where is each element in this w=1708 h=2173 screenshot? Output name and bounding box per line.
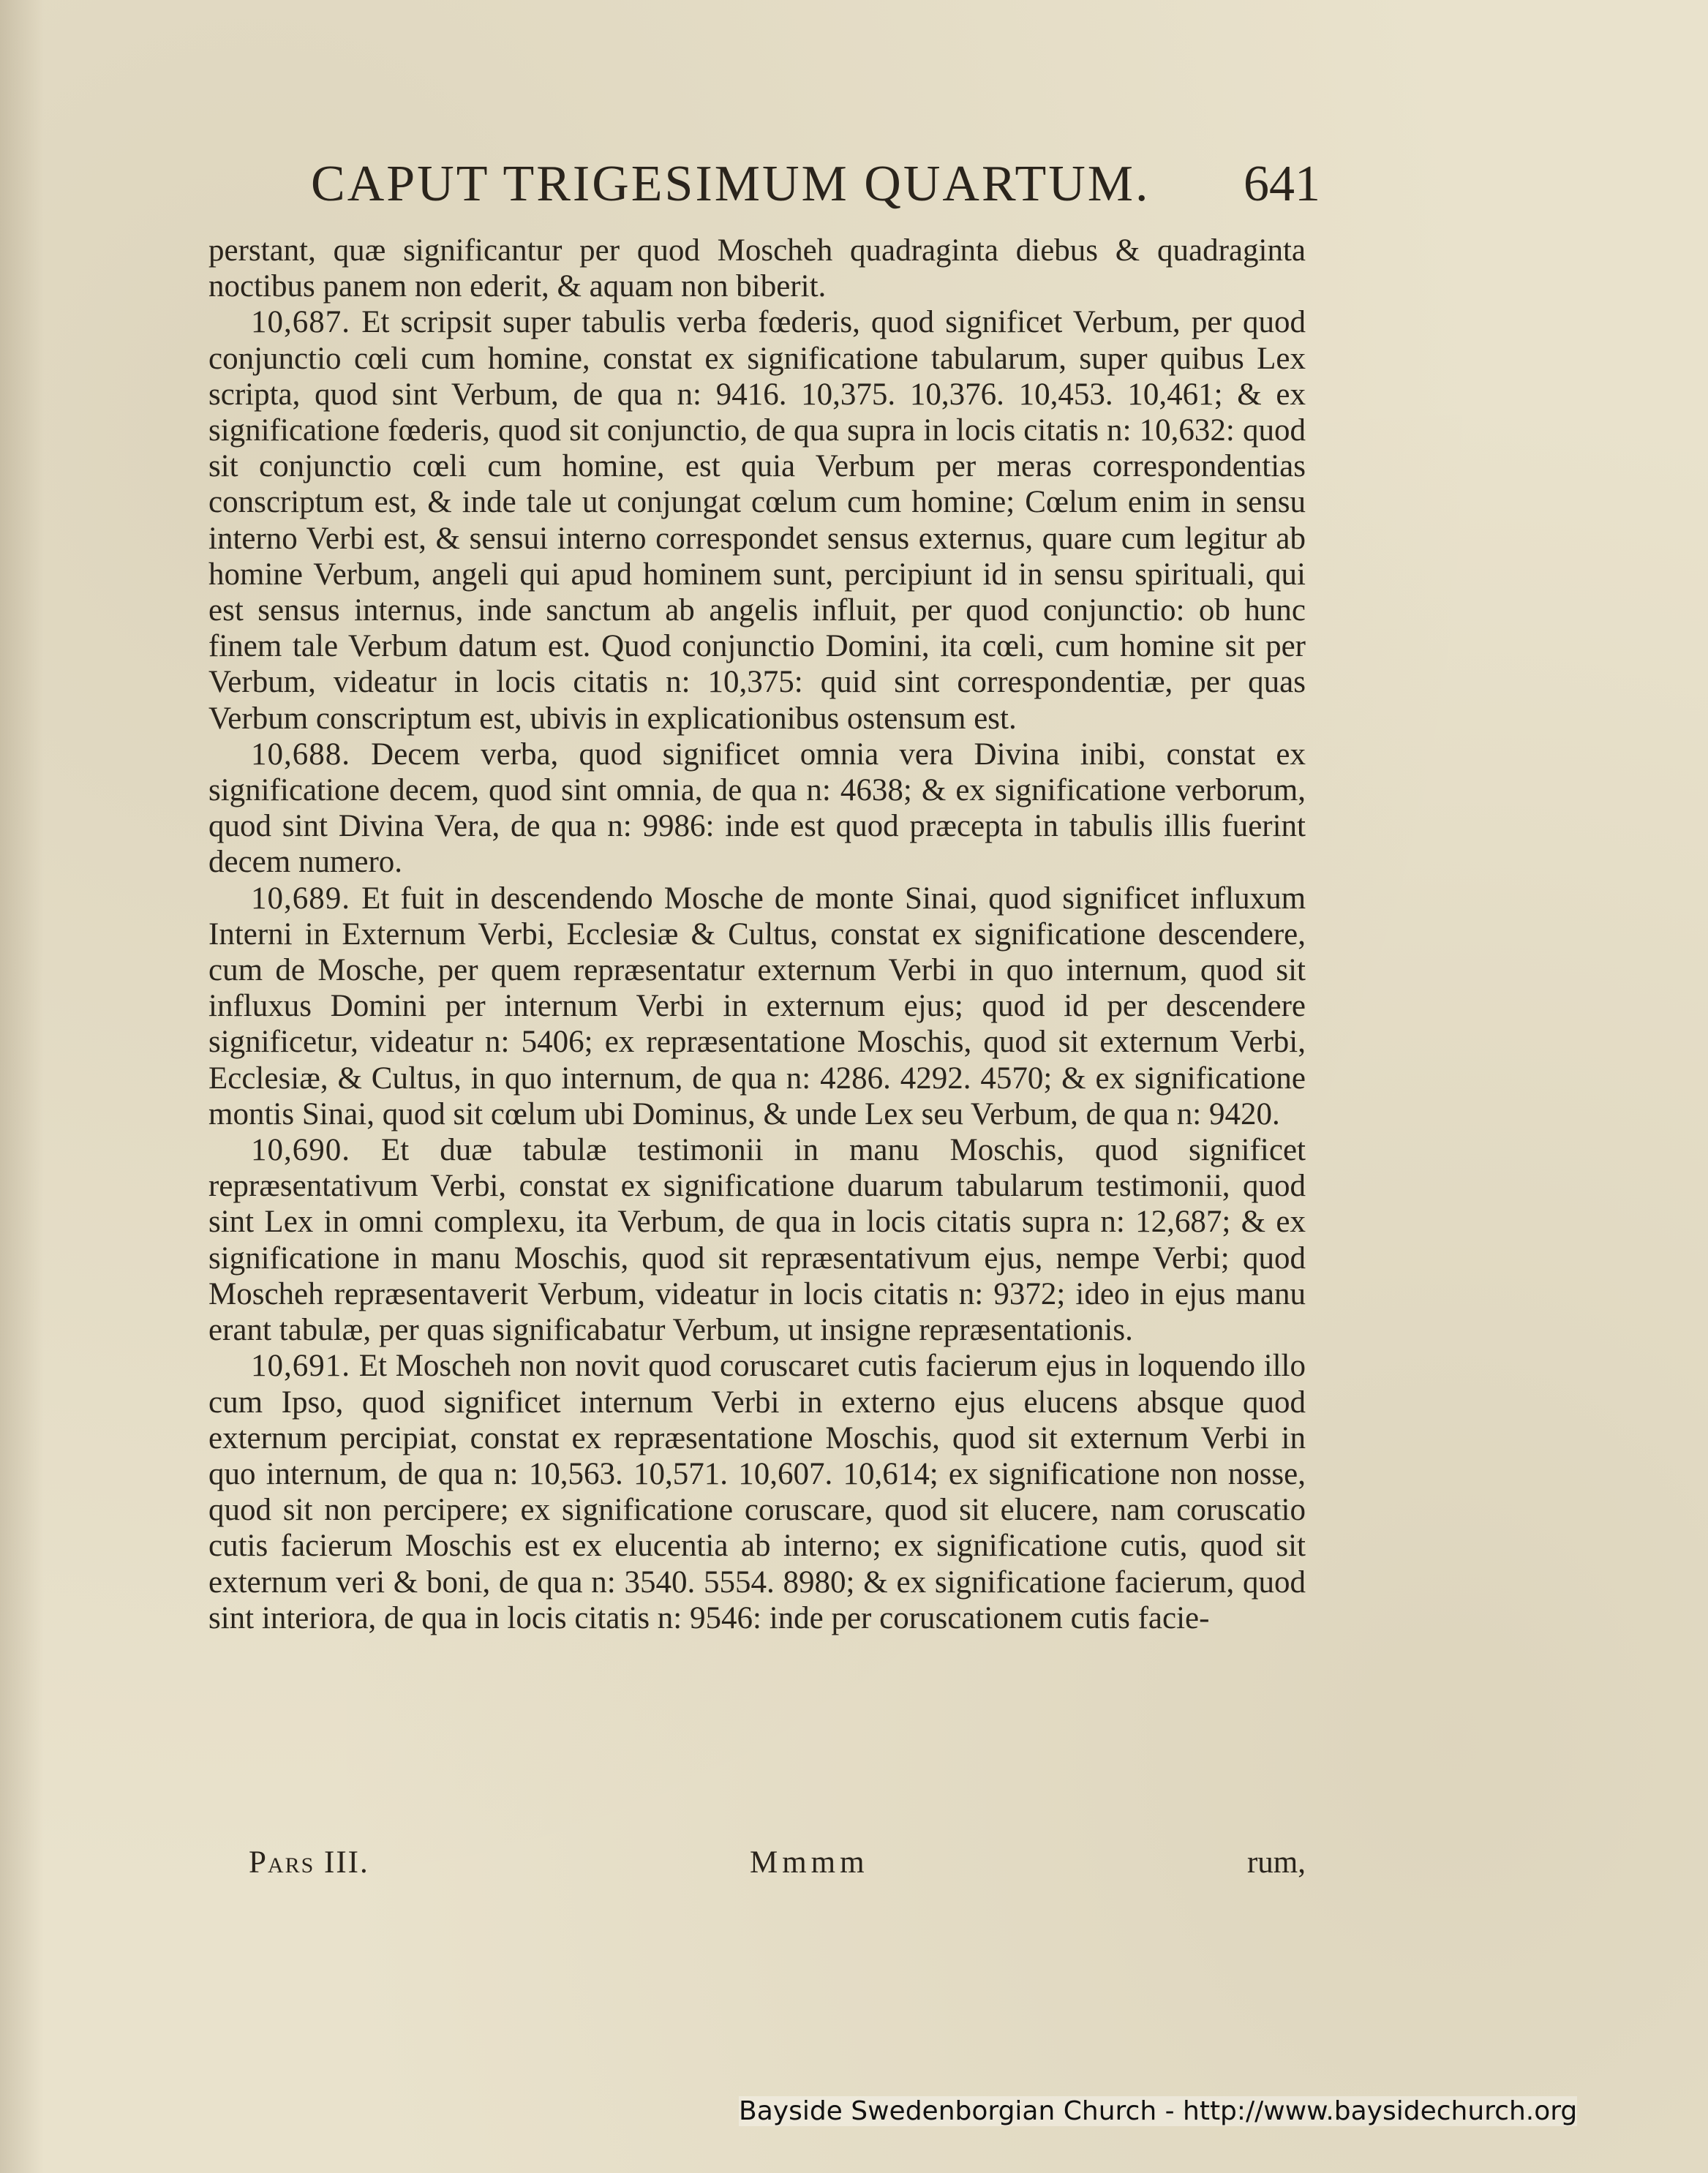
- paragraph-number: 10,688.: [251, 737, 350, 772]
- paragraph-text: perstant, quæ significantur per quod Moscheh quadraginta diebus & quadraginta noctibus panem non ederit, & aquam non biberit.: [208, 233, 1306, 304]
- paragraph-text: Et Moscheh non novit quod coruscaret cutis facierum ejus in loquendo illo cum Ipso, quod significet internum Verbi in externo ejus elucens absque quod externum percipiat, constat ex repræsentatione Moschis, quod sit externum Verbi in quo internum, de qua n: 10,563. 10,571. 10,607. 10,614; ex significatione non nosse, quod sit non percipere; ex significatione coruscare, quod sit elucere, nam coruscatio cutis facierum Moschis est ex elucentia ab interno; ex significatione cutis, quod sit externum veri & boni, de qua n: 3540. 5554. 8980; & ex significatione facierum, quod sint interiora, de qua in locis citatis n: 9546: inde per coruscationem cutis facie-: [208, 1349, 1306, 1635]
- paragraph-number: 10,691.: [251, 1349, 350, 1384]
- credit-watermark: Bayside Swedenborgian Church - http://www.baysidechurch.org: [739, 2096, 1578, 2126]
- paragraph-10690: [208, 1132, 1306, 1348]
- paragraph-text: Decem verba, quod significet omnia vera Divina inibi, constat ex significatione decem, quod sint omnia, de qua n: 4638; & ex significatione verborum, quod sint Divina Vera, de qua n: 9986: inde est quod præcepta in tabulis illis fuerint decem numero.: [208, 737, 1306, 880]
- running-title: CAPUT TRIGESIMUM QUARTUM.: [311, 156, 1151, 212]
- page-header: [311, 155, 1320, 221]
- paragraph-10688: [208, 737, 1306, 881]
- paragraph-10687: [208, 304, 1306, 736]
- page-footer: [249, 1845, 1306, 1888]
- paragraph-text: Et duæ tabulæ testimonii in manu Moschis, quod significet repræsentativum Verbi, constat ex significatione duarum tabularum testimonii, quod sint Lex in omni complexu, ita Verbum, de qua in locis citatis supra n: 12,687; & ex significatione in manu Moschis, quod sit repræsentativum ejus, nempe Verbi; quod Moscheh repræsentaverit Verbum, videatur in locis citatis n: 9372; ideo in ejus manu erant tabulæ, per quas significabatur Verbum, ut insigne repræsentationis.: [208, 1133, 1306, 1348]
- paragraph-number: 10,687.: [251, 305, 350, 340]
- paragraph-10689: [208, 881, 1306, 1132]
- paragraph-number: 10,690.: [251, 1133, 350, 1168]
- paragraph-continuation: [208, 233, 1306, 304]
- page-number: 641: [1244, 156, 1320, 212]
- paragraph-text: Et fuit in descendendo Mosche de monte Sinai, quod significet influxum Interni in Externum Verbi, Ecclesiæ & Cultus, constat ex significatione descendere, cum de Mosche, per quem repræsentatur externum Verbi in quo internum, quod sit influxus Domini per internum Verbi in externum ejus; quod id per descendere significetur, videatur n: 5406; ex repræsentatione Moschis, quod sit externum Verbi, Ecclesiæ, & Cultus, in quo internum, de qua n: 4286. 4292. 4570; & ex significatione montis Sinai, quod sit cœlum ubi Dominus, & unde Lex seu Verbum, de qua n: 9420.: [208, 881, 1306, 1131]
- body-text: [208, 233, 1306, 1636]
- paragraph-number: 10,689.: [251, 881, 350, 916]
- paragraph-text: Et scripsit super tabulis verba fœderis, quod significet Verbum, per quod conjunctio cœli cum homine, constat ex significatione tabularum, super quibus Lex scripta, quod sint Verbum, de qua n: 9416. 10,375. 10,376. 10,453. 10,461; & ex significatione fœderis, quod sit conjunctio, de qua supra in locis citatis n: 10,632: quod sit conjunctio cœli cum homine, est quia Verbum per meras correspondentias conscriptum est, & inde tale ut conjungat cœlum cum homine; Cœlum enim in sensu interno Verbi est, & sensui interno correspondet sensus externus, quare cum legitur ab homine Verbum, angeli qui apud hominem sunt, percipiunt id in sensu spirituali, qui est sensus internus, inde sanctum ab angelis influit, per quod conjunctio: ob hunc finem tale Verbum datum est. Quod conjunctio Domini, ita cœli, cum homine sit per Verbum, videatur in locis citatis n: 10,375: quid sint correspondentiæ, per quas Verbum conscriptum est, ubivis in explicationibus ostensum est.: [208, 305, 1306, 736]
- paragraph-10691: [208, 1348, 1306, 1636]
- catchword: rum,: [1246, 1845, 1306, 1880]
- part-mark: Pars III.: [249, 1845, 369, 1880]
- signature-mark: Mmmm: [750, 1845, 869, 1880]
